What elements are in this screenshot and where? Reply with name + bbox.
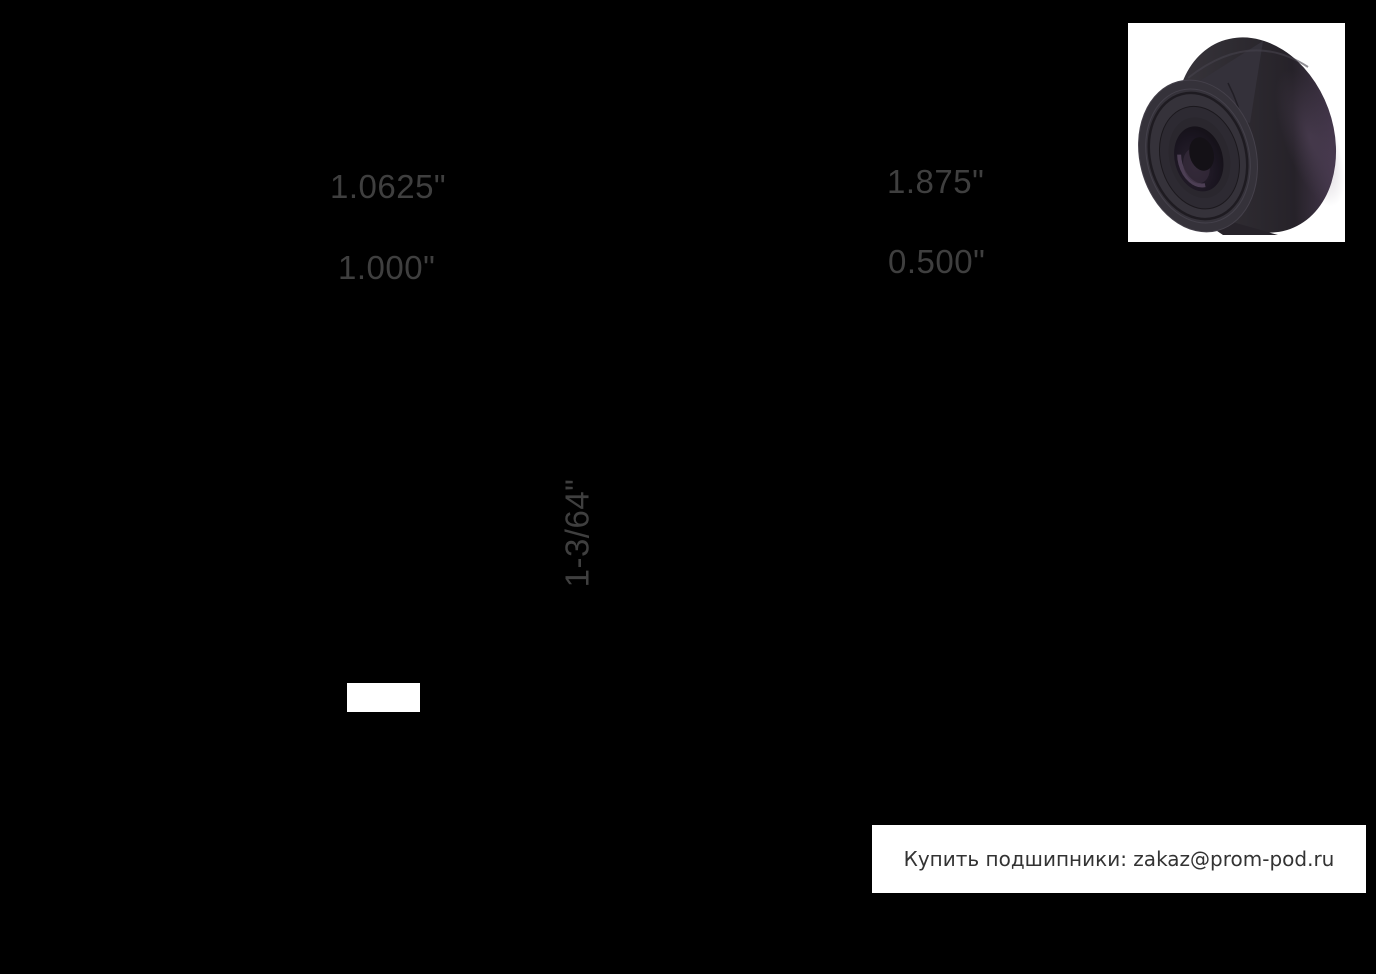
dim-label-top-right: 1.875" — [887, 163, 985, 200]
drawing-blank-label-box — [347, 683, 420, 712]
dim-label-vertical-height: 1-3/64" — [558, 478, 596, 588]
yoke-roller-bearing-render — [1128, 23, 1345, 242]
contact-text: Купить подшипники: zakaz@prom-pod.ru — [903, 847, 1335, 871]
dim-label-bottom-left: 1.000" — [338, 249, 436, 286]
dim-label-bottom-right: 0.500" — [888, 243, 986, 280]
bearing-product-photo — [1128, 23, 1345, 242]
dim-label-top-left: 1.0625" — [330, 168, 447, 205]
contact-watermark-bar — [872, 825, 1366, 893]
